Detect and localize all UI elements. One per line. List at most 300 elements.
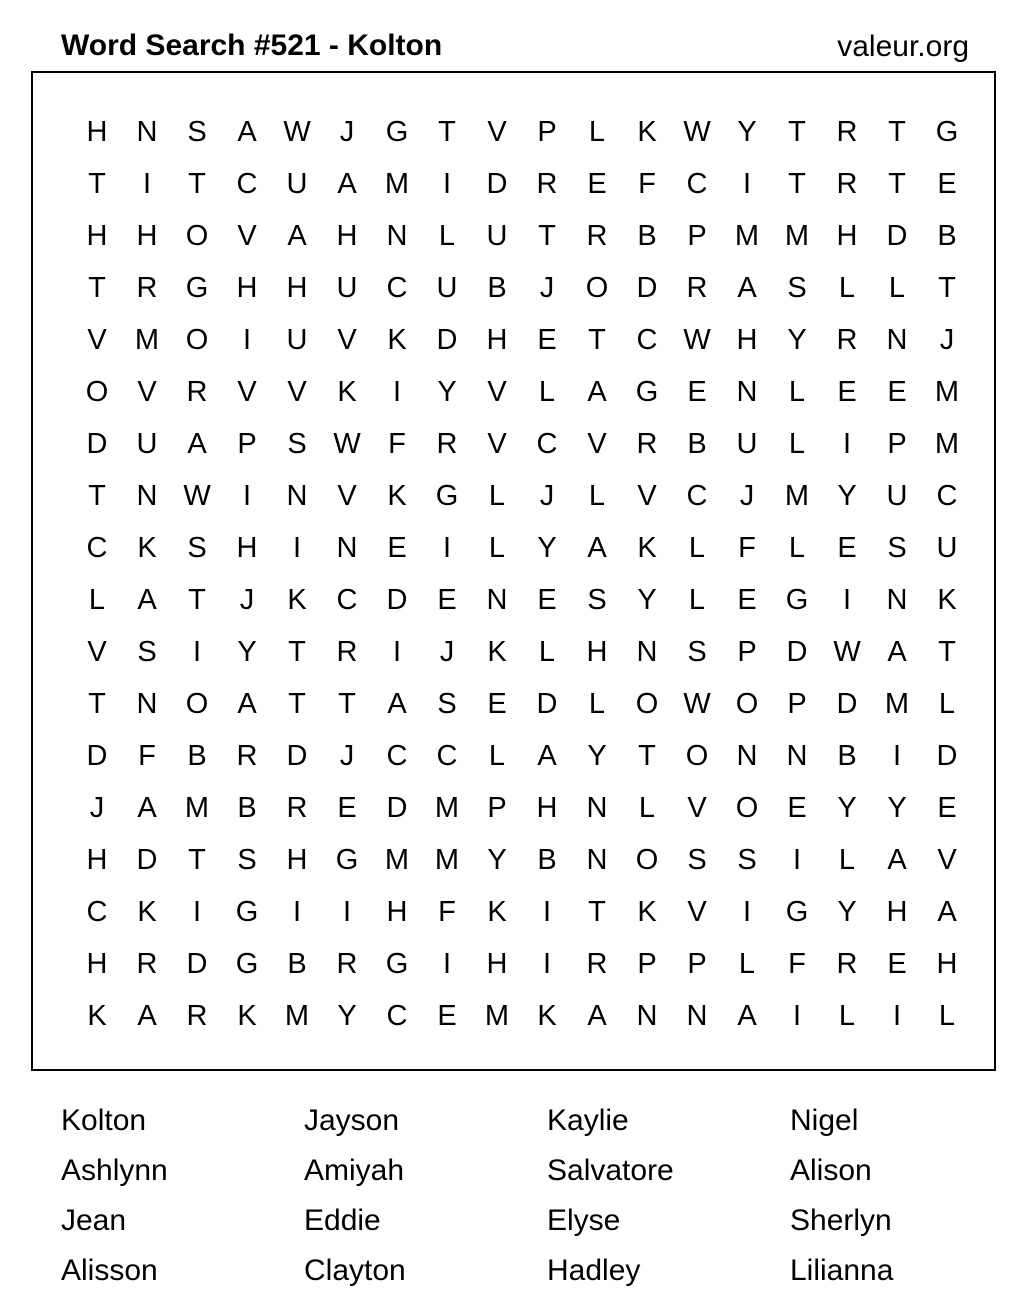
grid-letter: N [636,636,658,668]
grid-letter: G [385,116,409,148]
site-name: valeur.org [837,30,969,63]
grid-letter: I [442,168,452,200]
grid-letter: T [588,896,606,928]
letter-grid [72,106,972,1042]
grid-letter: T [188,844,206,876]
grid-letter: E [437,584,457,616]
grid-letter: K [137,532,157,564]
grid-letter: F [388,428,406,460]
grid-letter: S [187,532,207,564]
grid-letter: M [784,480,810,512]
grid-letter: Y [537,532,557,564]
grid-letter: A [237,116,257,148]
grid-letter: E [487,688,507,720]
grid-letter: I [192,636,202,668]
grid-letter: W [283,116,311,148]
grid-letter: A [387,688,407,720]
grid-letter: T [88,168,106,200]
grid-letter: B [637,220,657,252]
grid-letter: O [635,688,659,720]
word-list-item: Elyse [547,1204,621,1237]
grid-letter: T [938,636,956,668]
grid-letter: O [85,376,109,408]
grid-letter: N [586,792,608,824]
grid-letter: N [886,584,908,616]
grid-letter: P [687,220,707,252]
grid-letter: C [536,428,558,460]
word-list-item: Amiyah [304,1154,405,1187]
grid-letter: T [438,116,456,148]
word-list-item: Jayson [304,1104,400,1137]
grid-letter: L [88,584,106,616]
word-list-item: Hadley [547,1254,641,1287]
grid-letter: I [292,896,302,928]
grid-letter: K [637,532,657,564]
grid-letter: V [87,636,107,668]
grid-letter: D [136,844,158,876]
grid-letter: Y [337,1000,357,1032]
grid-letter: N [736,376,758,408]
grid-letter: I [242,480,252,512]
grid-letter: D [636,272,658,304]
grid-letter: I [442,532,452,564]
grid-letter: L [688,532,706,564]
grid-letter: K [637,896,657,928]
grid-letter: L [738,948,756,980]
grid-letter: W [683,116,711,148]
grid-letter: L [588,688,606,720]
grid-letter: E [537,324,557,356]
grid-letter: D [536,688,558,720]
grid-letter: C [686,480,708,512]
grid-letter: T [188,168,206,200]
grid-letter: O [585,272,609,304]
grid-letter: B [187,740,207,772]
grid-letter: E [587,168,607,200]
grid-letter: S [237,844,257,876]
grid-letter: Y [837,792,857,824]
grid-letter: L [538,376,556,408]
grid-letter: A [287,220,307,252]
grid-letter: F [738,532,756,564]
grid-letter: S [787,272,807,304]
grid-letter: R [686,272,708,304]
grid-letter: R [186,1000,208,1032]
word-list [61,1096,1030,1296]
word-list-item: Kolton [61,1104,147,1137]
grid-letter: H [86,844,108,876]
grid-letter: N [136,480,158,512]
word-list-item: Eddie [304,1204,381,1237]
grid-letter: A [887,844,907,876]
grid-letter: L [938,688,956,720]
grid-letter: R [836,948,858,980]
grid-letter: K [487,896,507,928]
grid-letter: I [792,1000,802,1032]
grid-letter: K [137,896,157,928]
grid-letter: F [438,896,456,928]
grid-letter: J [739,480,755,512]
grid-letter: V [587,428,607,460]
grid-letter: Y [787,324,807,356]
grid-letter: L [788,428,806,460]
grid-letter: I [542,896,552,928]
grid-letter: A [187,428,207,460]
grid-letter: M [934,376,960,408]
grid-letter: E [937,792,957,824]
grid-letter: L [488,740,506,772]
grid-letter: H [536,792,558,824]
grid-letter: V [487,428,507,460]
grid-letter: J [339,116,355,148]
grid-letter: C [386,740,408,772]
grid-letter: Y [637,584,657,616]
grid-letter: H [236,532,258,564]
grid-letter: T [338,688,356,720]
grid-letter: S [287,428,307,460]
grid-letter: L [538,636,556,668]
grid-letter: L [838,1000,856,1032]
grid-letter: P [637,948,657,980]
grid-letter: R [586,948,608,980]
grid-letter: R [586,220,608,252]
word-list-item: Ashlynn [61,1154,168,1187]
grid-letter: A [587,532,607,564]
grid-letter: G [235,896,259,928]
grid-letter: L [888,272,906,304]
grid-letter: D [386,584,408,616]
grid-letter: V [137,376,157,408]
grid-letter: T [938,272,956,304]
grid-letter: U [286,324,308,356]
grid-letter: N [386,220,408,252]
grid-letter: H [286,272,308,304]
grid-letter: S [187,116,207,148]
grid-letter: J [89,792,105,824]
grid-letter: T [888,168,906,200]
grid-letter: G [235,948,259,980]
word-list-item: Lilianna [790,1254,894,1287]
grid-letter: I [742,168,752,200]
grid-letter: M [734,220,760,252]
grid-letter: O [185,688,209,720]
grid-letter: V [337,480,357,512]
grid-letter: K [387,324,407,356]
grid-letter: L [838,272,856,304]
grid-letter: S [437,688,457,720]
grid-letter: O [185,220,209,252]
grid-letter: D [86,740,108,772]
grid-letter: U [886,480,908,512]
grid-letter: M [384,168,410,200]
grid-letter: W [183,480,211,512]
grid-letter: V [337,324,357,356]
grid-letter: D [786,636,808,668]
grid-letter: A [587,1000,607,1032]
grid-letter: R [436,428,458,460]
grid-letter: Y [737,116,757,148]
grid-letter: A [137,584,157,616]
grid-letter: D [186,948,208,980]
grid-letter: S [587,584,607,616]
grid-letter: H [86,220,108,252]
grid-letter: N [736,740,758,772]
grid-letter: E [887,376,907,408]
grid-letter: T [638,740,656,772]
grid-letter: G [435,480,459,512]
grid-letter: I [392,636,402,668]
grid-letter: I [792,844,802,876]
grid-letter: U [936,532,958,564]
grid-letter: U [336,272,358,304]
grid-letter: T [88,688,106,720]
grid-letter: J [939,324,955,356]
grid-letter: V [287,376,307,408]
grid-letter: A [337,168,357,200]
grid-letter: T [88,480,106,512]
grid-letter: C [86,896,108,928]
grid-letter: H [886,896,908,928]
grid-letter: R [836,324,858,356]
grid-letter: L [838,844,856,876]
grid-letter: R [836,168,858,200]
grid-letter: K [537,1000,557,1032]
puzzle-box [31,71,996,1071]
grid-letter: I [742,896,752,928]
grid-letter: T [288,688,306,720]
grid-letter: G [785,584,809,616]
grid-letter: J [339,740,355,772]
grid-letter: F [138,740,156,772]
grid-letter: O [735,792,759,824]
grid-letter: I [442,948,452,980]
grid-letter: M [184,792,210,824]
word-list-item: Sherlyn [790,1204,892,1237]
page-title: Word Search #521 - Kolton [61,29,443,62]
grid-letter: J [439,636,455,668]
grid-letter: D [886,220,908,252]
grid-letter: E [787,792,807,824]
grid-letter: Y [437,376,457,408]
grid-letter: M [484,1000,510,1032]
grid-letter: D [936,740,958,772]
grid-letter: R [136,948,158,980]
grid-letter: W [683,324,711,356]
grid-letter: P [787,688,807,720]
grid-letter: C [686,168,708,200]
grid-letter: N [486,584,508,616]
grid-letter: F [638,168,656,200]
grid-letter: R [236,740,258,772]
grid-letter: A [137,792,157,824]
grid-letter: E [537,584,557,616]
grid-letter: L [588,480,606,512]
grid-letter: S [137,636,157,668]
grid-letter: U [436,272,458,304]
grid-letter: A [537,740,557,772]
grid-letter: M [784,220,810,252]
grid-letter: R [536,168,558,200]
grid-letter: V [487,376,507,408]
grid-letter: C [936,480,958,512]
grid-letter: D [836,688,858,720]
grid-letter: T [788,116,806,148]
grid-letter: B [537,844,557,876]
grid-letter: B [287,948,307,980]
grid-letter: V [637,480,657,512]
grid-letter: H [736,324,758,356]
grid-letter: H [336,220,358,252]
grid-letter: A [587,376,607,408]
grid-letter: L [788,376,806,408]
grid-letter: M [134,324,160,356]
grid-letter: T [588,324,606,356]
grid-letter: N [886,324,908,356]
grid-letter: U [136,428,158,460]
grid-letter: D [286,740,308,772]
grid-letter: C [386,1000,408,1032]
grid-letter: Y [887,792,907,824]
grid-letter: L [488,532,506,564]
grid-letter: V [237,220,257,252]
grid-letter: M [284,1000,310,1032]
grid-letter: D [386,792,408,824]
grid-letter: Y [587,740,607,772]
grid-letter: P [687,948,707,980]
grid-letter: E [687,376,707,408]
grid-letter: C [636,324,658,356]
grid-letter: G [785,896,809,928]
grid-letter: G [335,844,359,876]
grid-letter: V [937,844,957,876]
word-list-item: Salvatore [547,1154,674,1187]
word-list-item: Jean [61,1204,127,1237]
grid-letter: S [687,844,707,876]
grid-letter: L [488,480,506,512]
grid-letter: D [86,428,108,460]
grid-letter: L [638,792,656,824]
grid-letter: D [486,168,508,200]
grid-letter: N [136,688,158,720]
grid-letter: C [436,740,458,772]
grid-letter: M [384,844,410,876]
grid-letter: C [336,584,358,616]
grid-letter: N [686,1000,708,1032]
grid-letter: Y [837,896,857,928]
grid-letter: I [892,1000,902,1032]
grid-letter: E [837,532,857,564]
grid-letter: L [438,220,456,252]
grid-letter: R [136,272,158,304]
grid-letter: J [239,584,255,616]
grid-letter: P [737,636,757,668]
grid-letter: W [833,636,861,668]
grid-letter: B [487,272,507,304]
grid-letter: K [87,1000,107,1032]
grid-letter: M [934,428,960,460]
grid-letter: T [288,636,306,668]
grid-letter: G [635,376,659,408]
grid-letter: I [242,324,252,356]
grid-letter: E [837,376,857,408]
grid-letter: G [935,116,959,148]
grid-letter: S [687,636,707,668]
word-list-item: Nigel [790,1104,859,1137]
grid-letter: K [937,584,957,616]
grid-letter: B [837,740,857,772]
grid-letter: Y [837,480,857,512]
grid-letter: P [887,428,907,460]
grid-letter: D [436,324,458,356]
grid-letter: N [786,740,808,772]
grid-letter: C [386,272,408,304]
grid-letter: A [737,1000,757,1032]
grid-letter: R [336,948,358,980]
grid-letter: S [737,844,757,876]
grid-letter: U [286,168,308,200]
grid-letter: H [836,220,858,252]
grid-letter: J [539,480,555,512]
grid-letter: K [287,584,307,616]
grid-letter: G [385,948,409,980]
grid-letter: I [392,376,402,408]
grid-letter: P [237,428,257,460]
grid-letter: K [337,376,357,408]
grid-letter: N [586,844,608,876]
word-list-item: Alisson [61,1254,158,1287]
grid-letter: Y [237,636,257,668]
grid-letter: I [892,740,902,772]
grid-letter: N [136,116,158,148]
grid-letter: U [736,428,758,460]
grid-letter: V [687,792,707,824]
grid-letter: M [884,688,910,720]
grid-letter: A [887,636,907,668]
grid-letter: K [237,1000,257,1032]
grid-letter: E [937,168,957,200]
grid-letter: I [192,896,202,928]
grid-letter: R [336,636,358,668]
grid-letter: L [588,116,606,148]
grid-letter: H [86,948,108,980]
grid-letter: B [687,428,707,460]
grid-letter: F [788,948,806,980]
grid-letter: H [136,220,158,252]
grid-letter: R [636,428,658,460]
grid-letter: A [737,272,757,304]
grid-letter: O [185,324,209,356]
grid-letter: M [434,792,460,824]
grid-letter: K [387,480,407,512]
grid-letter: O [735,688,759,720]
grid-letter: R [286,792,308,824]
grid-letter: I [842,428,852,460]
grid-letter: R [186,376,208,408]
grid-letter: I [292,532,302,564]
grid-letter: L [938,1000,956,1032]
grid-letter: E [387,532,407,564]
grid-letter: V [87,324,107,356]
grid-letter: A [137,1000,157,1032]
grid-letter: T [88,272,106,304]
grid-letter: Y [487,844,507,876]
grid-letter: H [936,948,958,980]
grid-letter: J [539,272,555,304]
grid-letter: U [486,220,508,252]
grid-letter: N [636,1000,658,1032]
grid-letter: C [86,532,108,564]
grid-letter: N [286,480,308,512]
